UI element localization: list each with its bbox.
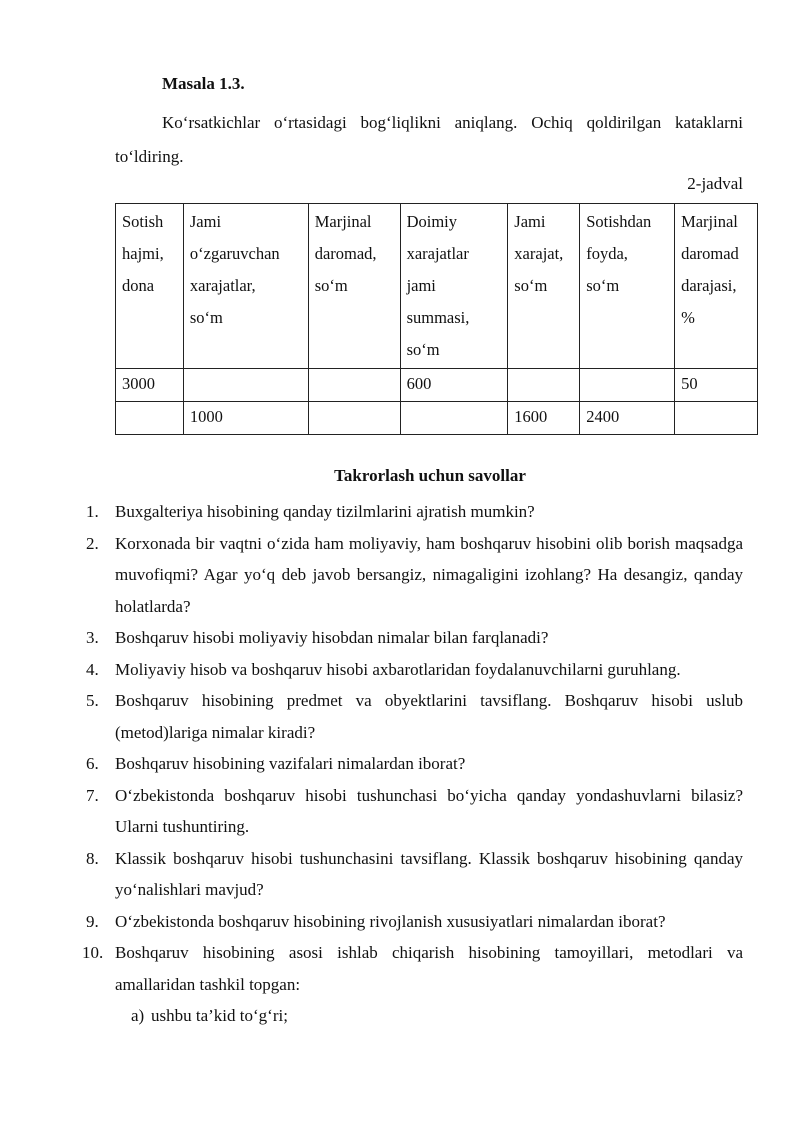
header-line: Marjinal (314, 212, 372, 231)
header-line: so‘m (586, 276, 620, 295)
header-line: Jami (189, 212, 222, 231)
table-cell (508, 369, 580, 402)
header-line: xarajatlar, (189, 276, 256, 295)
question-number: 4. (86, 659, 99, 679)
header-line: xarajatlar (406, 244, 469, 263)
table-cell: 2400 (580, 402, 675, 435)
header-line: jami (406, 276, 436, 295)
table-cell (580, 369, 675, 402)
header-line: darajasi, (681, 276, 737, 295)
header-line: o‘zgaruvchan (189, 244, 280, 263)
table-header-cell (116, 204, 184, 369)
problem-title: Masala 1.3. (162, 74, 245, 93)
table-header-cell (308, 204, 400, 369)
answer-option (84, 1000, 743, 1032)
table-header-cell (675, 204, 758, 369)
header-line: dona (122, 276, 155, 295)
header-line: % (681, 308, 695, 327)
question-item (84, 622, 743, 654)
table-cell (308, 402, 400, 435)
table-cell: 1600 (508, 402, 580, 435)
question-number: 8. (86, 848, 99, 868)
table-header-cell (400, 204, 508, 369)
table-header-row (116, 204, 758, 369)
question-text: O‘zbekistonda boshqaruv hisobining rivojlanish xususiyatlari nimalardan iborat? (115, 911, 666, 931)
question-number: 7. (86, 785, 99, 805)
header-line: summasi, (406, 308, 470, 327)
header-line: so‘m (514, 276, 548, 295)
header-line: Jami (514, 212, 546, 231)
header-line: Doimiy (406, 212, 457, 231)
question-text: Moliyaviy hisob va boshqaruv hisobi axbarotlaridan foydalanuvchilarni guruhlang. (115, 659, 681, 679)
data-table (115, 203, 758, 435)
table-row (116, 402, 758, 435)
header-line: Sotish (122, 212, 164, 231)
question-number: 5. (86, 691, 99, 710)
header-line: so‘m (314, 276, 348, 295)
question-item (84, 528, 743, 623)
question-text: Boshqaruv hisobi moliyaviy hisobdan nimalar bilan farqlanadi? (115, 628, 549, 647)
question-item (84, 937, 743, 1000)
table-cell: 3000 (116, 369, 184, 402)
question-number: 6. (86, 754, 99, 773)
question-item (84, 780, 743, 843)
table-header-cell (183, 204, 308, 369)
table-cell (308, 369, 400, 402)
table-cell (400, 402, 508, 435)
table-row (116, 369, 758, 402)
question-text: Klassik boshqaruv hisobi tushunchasini tavsiflang. Klassik boshqaruv hisobining qanday yo‘nalishlari mavjud? (115, 848, 743, 899)
header-line: xarajat, (514, 244, 564, 263)
header-line: foyda, (586, 244, 628, 263)
question-number: 9. (86, 911, 99, 931)
question-number: 3. (86, 628, 99, 647)
question-number: 1. (86, 502, 99, 521)
question-number: 2. (86, 533, 99, 553)
question-number: 10. (82, 943, 104, 962)
header-line: hajmi, (122, 244, 164, 263)
question-item (84, 685, 743, 748)
question-text: Korxonada bir vaqtni o‘zida ham moliyaviy, ham boshqaruv hisobini olib borish maqsadga muvofiqmi? Agar yo‘q deb javob bersangiz, nimagaligini izohlang? Ha desangiz, qanday holatlarda? (115, 533, 743, 616)
table-cell (675, 402, 758, 435)
question-list (84, 496, 743, 1032)
question-text: O‘zbekistonda boshqaruv hisobi tushunchasi bo‘yicha qanday yondashuvlarni bilasiz? Ularni tushuntiring. (115, 785, 743, 836)
table-cell (183, 369, 308, 402)
header-line: daromad (681, 244, 739, 263)
question-item (84, 496, 743, 528)
question-item (84, 843, 743, 906)
header-line: daromad, (314, 244, 377, 263)
question-text: Buxgalteriya hisobining qanday tizilmlarini ajratish mumkin? (115, 502, 535, 521)
question-item (84, 906, 743, 938)
header-line: so‘m (189, 308, 223, 327)
review-title: Takrorlash uchun savollar (334, 466, 526, 485)
question-text: Boshqaruv hisobining vazifalari nimalardan iborat? (115, 754, 466, 773)
table-header-cell (508, 204, 580, 369)
question-text: Boshqaruv hisobining asosi ishlab chiqarish hisobining tamoyillari, metodlari va amallaridan tashkil topgan: (115, 943, 743, 994)
problem-intro: Ko‘rsatkichlar o‘rtasidagi bog‘liqlikni aniqlang. Ochiq qoldirilgan kataklarni to‘ldiring. (115, 113, 743, 166)
table-cell: 600 (400, 369, 508, 402)
header-line: Marjinal (681, 212, 738, 231)
table-cell (116, 402, 184, 435)
header-line: Sotishdan (586, 212, 652, 231)
table-header-cell (580, 204, 675, 369)
table-cell: 1000 (183, 402, 308, 435)
question-text: Boshqaruv hisobining predmet va obyektlarini tavsiflang. Boshqaruv hisobi uslub (metod)lariga nimalar kiradi? (115, 691, 743, 742)
option-letter: a) (131, 1006, 145, 1025)
header-line: so‘m (406, 340, 440, 359)
question-item (84, 748, 743, 780)
table-cell: 50 (675, 369, 758, 402)
question-item (84, 654, 743, 686)
table-label: 2-jadval (687, 174, 743, 193)
option-text: ushbu ta’kid to‘g‘ri; (151, 1006, 288, 1025)
